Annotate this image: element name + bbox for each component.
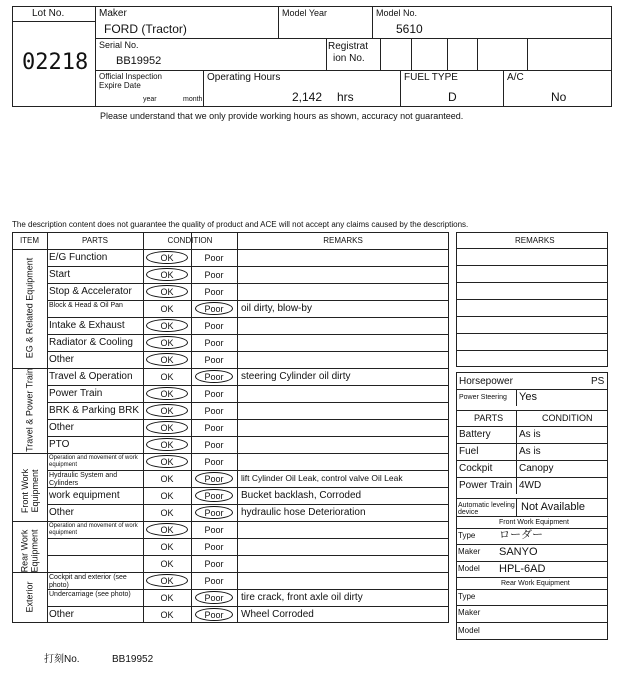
lot-number: 02218 — [22, 50, 89, 75]
part-name: Undercarriage (see photo) — [49, 591, 131, 598]
poor-option[interactable]: Poor — [204, 253, 224, 263]
ok-option[interactable]: OK — [160, 304, 174, 314]
group-label: Exterior — [24, 581, 35, 613]
ac-label: A/C — [507, 72, 524, 83]
ok-option[interactable]: OK — [160, 593, 174, 603]
front-maker-value: SANYO — [499, 546, 538, 558]
maker-value: FORD (Tractor) — [104, 22, 187, 36]
poor-option[interactable]: Poor — [204, 287, 224, 297]
ok-option[interactable]: OK — [160, 287, 174, 297]
stamp-value: BB19952 — [112, 654, 154, 665]
poor-option[interactable]: Poor — [204, 525, 224, 535]
part-name: Start — [49, 269, 71, 280]
poor-option[interactable]: Poor — [204, 576, 224, 586]
poor-option[interactable]: Poor — [204, 610, 224, 620]
ok-circle-mark — [146, 251, 188, 264]
ok-option[interactable]: OK — [160, 423, 174, 433]
poor-option[interactable]: Poor — [204, 508, 224, 518]
rear-equipment-title: Rear Work Equipment — [501, 580, 570, 587]
poor-option[interactable]: Poor — [204, 372, 224, 382]
ac-value: No — [551, 90, 567, 104]
ok-option[interactable]: OK — [160, 270, 174, 280]
part-name: Radiator & Cooling — [49, 337, 133, 348]
remark-text: steering Cylinder oil dirty — [241, 371, 351, 382]
side-part-value: 4WD — [519, 480, 542, 491]
col-item-header: ITEM — [19, 236, 40, 245]
ok-option[interactable]: OK — [160, 338, 174, 348]
front-maker-label: Maker — [458, 547, 481, 556]
part-name: Operation and movement of work equipment — [49, 523, 138, 536]
year-label: year — [143, 96, 157, 103]
poor-circle-mark — [195, 370, 233, 383]
ok-circle-mark — [146, 319, 188, 332]
lot-label: Lot No. — [32, 8, 65, 19]
side-part-value: As is — [519, 429, 541, 440]
part-name: E/G Function — [49, 252, 108, 263]
part-name: Other — [49, 354, 75, 365]
poor-option[interactable]: Poor — [204, 491, 224, 501]
side-parts-header: PARTS — [474, 413, 504, 423]
group-label: Travel & Power Train — [24, 367, 35, 452]
poor-option[interactable]: Poor — [204, 559, 224, 569]
part-name: work equipment — [49, 490, 120, 501]
ok-option[interactable]: OK — [160, 440, 174, 450]
poor-option[interactable]: Poor — [204, 474, 224, 484]
poor-option[interactable]: Poor — [204, 304, 224, 314]
group-label: Rear Work Equipment — [19, 528, 40, 573]
ok-circle-mark — [146, 387, 188, 400]
ok-option[interactable]: OK — [160, 576, 174, 586]
side-part-name: Battery — [459, 429, 491, 440]
ok-circle-mark — [146, 268, 188, 281]
poor-option[interactable]: Poor — [204, 338, 224, 348]
ok-option[interactable]: OK — [160, 474, 174, 484]
rear-model-label: Model — [458, 626, 480, 635]
remark-text: hydraulic hose Deterioration — [241, 507, 366, 518]
registration-label-2: ion No. — [333, 53, 365, 64]
leveling-label-2: device — [458, 509, 479, 516]
poor-option[interactable]: Poor — [204, 542, 224, 552]
front-equipment-title: Front Work Equipment — [499, 519, 569, 526]
front-type-value: ローダー — [499, 529, 543, 541]
poor-circle-mark — [195, 608, 233, 621]
serial-label: Serial No. — [99, 40, 139, 50]
ok-circle-mark — [146, 455, 188, 468]
remark-text: tire crack, front axle oil dirty — [241, 592, 363, 603]
ok-circle-mark — [146, 421, 188, 434]
poor-option[interactable]: Poor — [204, 321, 224, 331]
poor-circle-mark — [195, 506, 233, 519]
remark-text: Bucket backlash, Corroded — [241, 490, 362, 501]
poor-circle-mark — [195, 591, 233, 604]
horsepower-label: Horsepower — [459, 376, 513, 387]
poor-option[interactable]: Poor — [204, 593, 224, 603]
part-name: Block & Head & Oil Pan — [49, 302, 123, 309]
ok-circle-mark — [146, 353, 188, 366]
description-disclaimer: The description content does not guarantee the quality of product and ACE will not accept any claims caused by the descriptions. — [12, 220, 469, 229]
col-condition-header: CONDITION — [167, 236, 213, 245]
front-model-label: Model — [458, 564, 480, 573]
leveling-value: Not Available — [521, 501, 586, 513]
rear-maker-label: Maker — [458, 608, 481, 617]
ok-circle-mark — [146, 523, 188, 536]
remark-text: Wheel Corroded — [241, 609, 314, 620]
part-name: Cockpit and exterior (see photo) — [49, 574, 127, 589]
registration-label: Registrat — [328, 41, 369, 52]
part-name: Other — [49, 507, 75, 518]
side-part-name: Fuel — [459, 446, 479, 457]
part-name: Other — [49, 422, 75, 433]
fuel-label: FUEL TYPE — [404, 72, 458, 83]
stamp-label: 打刻No. — [44, 654, 80, 665]
ok-circle-mark — [146, 438, 188, 451]
col-parts-header: PARTS — [82, 236, 108, 245]
model-no-value: 5610 — [396, 22, 423, 36]
part-name: Intake & Exhaust — [49, 320, 125, 331]
ok-option[interactable]: OK — [160, 491, 174, 501]
leveling-label: Automatic leveling — [458, 502, 515, 509]
ok-option[interactable]: OK — [160, 406, 174, 416]
part-name: Power Train — [49, 388, 103, 399]
ok-circle-mark — [146, 285, 188, 298]
ok-circle-mark — [146, 336, 188, 349]
part-name: BRK & Parking BRK — [49, 405, 140, 416]
poor-option[interactable]: Poor — [204, 440, 224, 450]
side-part-name: Power Train — [459, 480, 513, 491]
horsepower-unit: PS — [591, 376, 605, 387]
ok-circle-mark — [146, 404, 188, 417]
inspection-label-2: Expire Date — [99, 81, 141, 90]
group-label: EG & Related Equipment — [24, 257, 35, 358]
ok-option[interactable]: OK — [160, 372, 174, 382]
poor-circle-mark — [195, 302, 233, 315]
col-remarks-header: REMARKS — [323, 236, 363, 245]
poor-option[interactable]: Poor — [204, 270, 224, 280]
side-remarks-label: REMARKS — [515, 236, 555, 245]
ok-option[interactable]: OK — [160, 610, 174, 620]
side-condition-header: CONDITION — [542, 413, 593, 423]
part-name: Operation and movement of work equipment — [49, 455, 138, 468]
part-name: PTO — [49, 439, 70, 450]
fuel-value: D — [448, 90, 457, 104]
inspection-label: Official Inspection — [99, 72, 162, 81]
power-steering-label: Power Steering — [459, 394, 507, 401]
hours-unit: hrs — [337, 90, 354, 104]
ok-option[interactable]: OK — [160, 559, 174, 569]
poor-option[interactable]: Poor — [204, 423, 224, 433]
front-type-label: Type — [458, 531, 476, 540]
hours-disclaimer: Please understand that we only provide working hours as shown, accuracy not guaranteed. — [100, 111, 464, 121]
side-part-value: As is — [519, 446, 541, 457]
remark-text: lift Cylinder Oil Leak, control valve Oil Leak — [241, 473, 403, 483]
part-name: Stop & Accelerator — [49, 286, 132, 297]
ok-option[interactable]: OK — [160, 253, 174, 263]
month-label: month — [183, 96, 203, 103]
hours-value: 2,142 — [292, 90, 323, 104]
poor-option[interactable]: Poor — [204, 457, 224, 467]
poor-circle-mark — [195, 489, 233, 502]
part-name: Hydraulic System and Cylinders — [49, 472, 118, 487]
part-name: Travel & Operation — [49, 371, 133, 382]
poor-option[interactable]: Poor — [204, 406, 224, 416]
power-steering-value: Yes — [519, 391, 537, 403]
model-no-label: Model No. — [376, 8, 418, 18]
hours-label: Operating Hours — [207, 72, 281, 83]
front-model-value: HPL-6AD — [499, 563, 546, 575]
group-label: Front Work Equipment — [19, 468, 40, 514]
ok-option[interactable]: OK — [160, 457, 174, 467]
maker-label: Maker — [99, 8, 127, 19]
model-year-label: Model Year — [282, 8, 328, 18]
poor-circle-mark — [195, 472, 233, 485]
ok-option[interactable]: OK — [160, 542, 174, 552]
part-name: Other — [49, 609, 75, 620]
serial-value: BB19952 — [116, 55, 162, 67]
remark-text: oil dirty, blow-by — [241, 303, 312, 314]
poor-option[interactable]: Poor — [204, 355, 224, 365]
side-part-name: Cockpit — [459, 463, 493, 474]
ok-option[interactable]: OK — [160, 525, 174, 535]
ok-option[interactable]: OK — [160, 355, 174, 365]
ok-option[interactable]: OK — [160, 508, 174, 518]
rear-type-label: Type — [458, 592, 476, 601]
ok-option[interactable]: OK — [160, 389, 174, 399]
ok-circle-mark — [146, 574, 188, 587]
poor-option[interactable]: Poor — [204, 389, 224, 399]
side-part-value: Canopy — [519, 463, 554, 474]
ok-option[interactable]: OK — [160, 321, 174, 331]
